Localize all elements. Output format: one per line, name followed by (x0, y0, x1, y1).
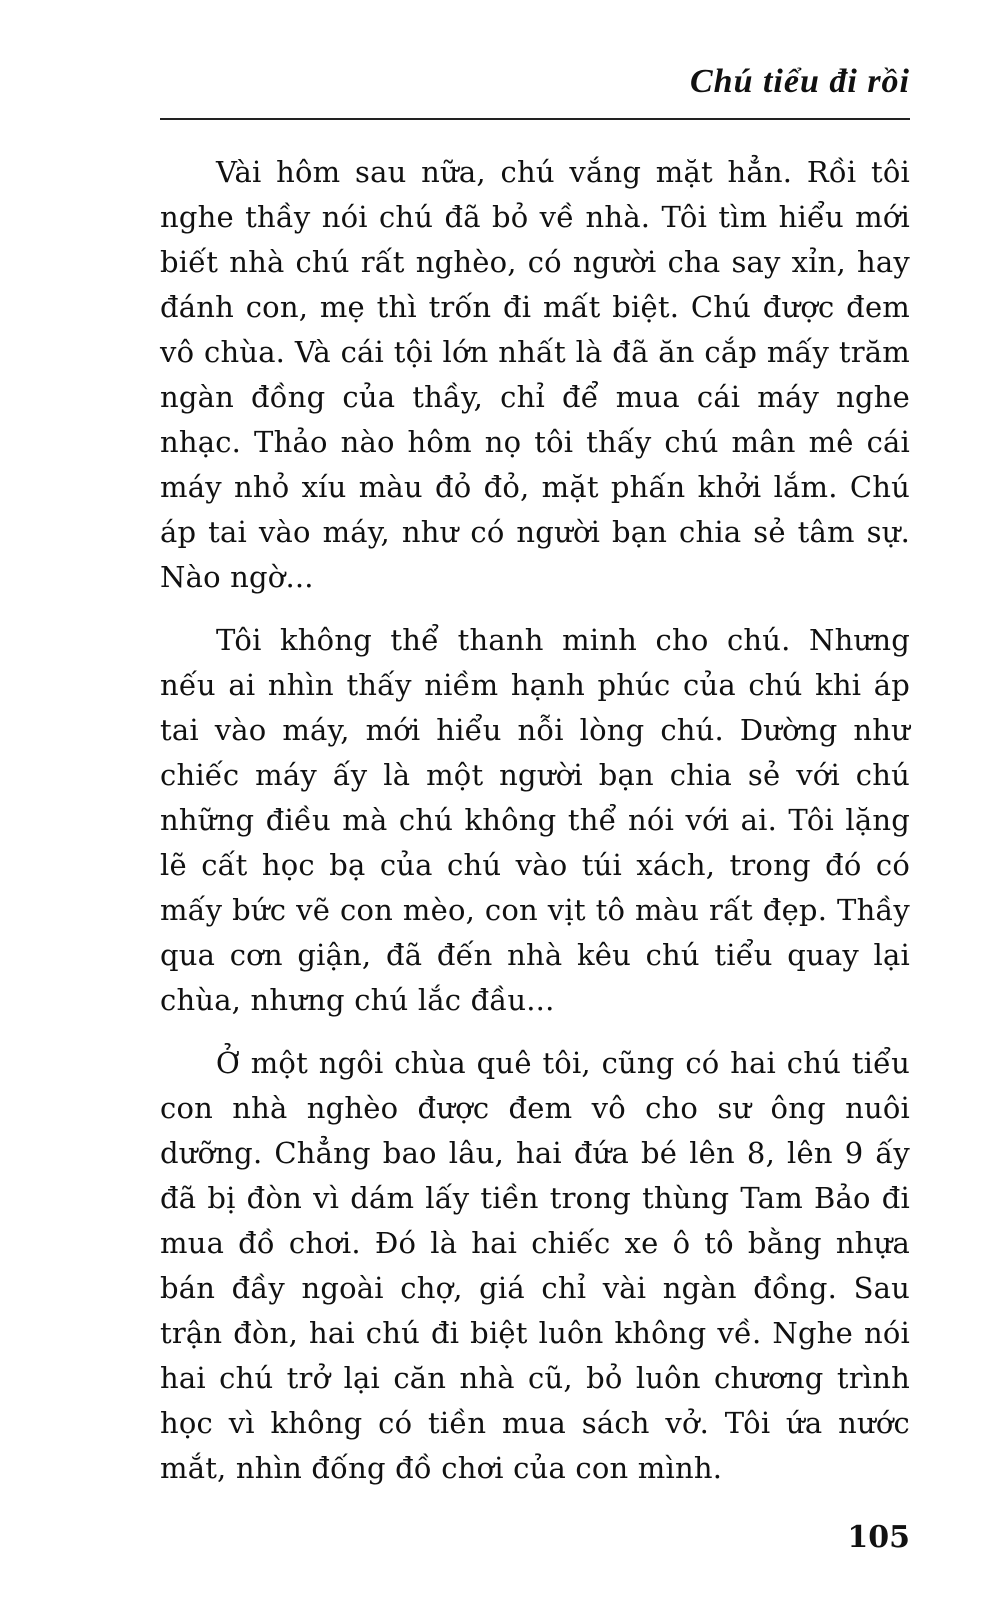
paragraph-1: Vài hôm sau nữa, chú vắng mặt hẳn. Rồi tôi nghe thầy nói chú đã bỏ về nhà. Tôi tìm hiểu mới biết nhà chú rất nghèo, có người cha say xỉn, hay đánh con, mẹ thì trốn đi mất biệt. Chú được đem vô chùa. Và cái tội lớn nhất là đã ăn cắp mấy trăm ngàn đồng của thầy, chỉ để mua cái máy nghe nhạc. Thảo nào hôm nọ tôi thấy chú mân mê cái máy nhỏ xíu màu đỏ đỏ, mặt phấn khởi lắm. Chú áp tai vào máy, như có người bạn chia sẻ tâm sự. Nào ngờ... (160, 155, 910, 594)
paragraph-2: Tôi không thể thanh minh cho chú. Nhưng nếu ai nhìn thấy niềm hạnh phúc của chú khi áp tai vào máy, mới hiểu nỗi lòng chú. Dường như chiếc máy ấy là một người bạn chia sẻ với chú những điều mà chú không thể nói với ai. Tôi lặng lẽ cất học bạ của chú vào túi xách, trong đó có mấy bức vẽ con mèo, con vịt tô màu rất đẹp. Thầy qua cơn giận, đã đến nhà kêu chú tiểu quay lại chùa, nhưng chú lắc đầu... (160, 623, 910, 1017)
page-number: 105 (847, 1520, 910, 1555)
paragraph-3: Ở một ngôi chùa quê tôi, cũng có hai chú tiểu con nhà nghèo được đem vô cho sư ông nuôi dưỡng. Chẳng bao lâu, hai đứa bé lên 8, lên 9 ấy đã bị đòn vì dám lấy tiền trong thùng Tam Bảo đi mua đồ chơi. Đó là hai chiếc xe ô tô bằng nhựa bán đầy ngoài chợ, giá chỉ vài ngàn đồng. Sau trận đòn, hai chú đi biệt luôn không về. Nghe nói hai chú trở lại căn nhà cũ, bỏ luôn chương trình học vì không có tiền mua sách vở. Tôi ứa nước mắt, nhìn đống đồ chơi của con mình. (160, 1046, 910, 1485)
running-header-title: Chú tiểu đi rồi (689, 63, 910, 100)
body-text (160, 150, 910, 1509)
header-divider (160, 118, 910, 120)
